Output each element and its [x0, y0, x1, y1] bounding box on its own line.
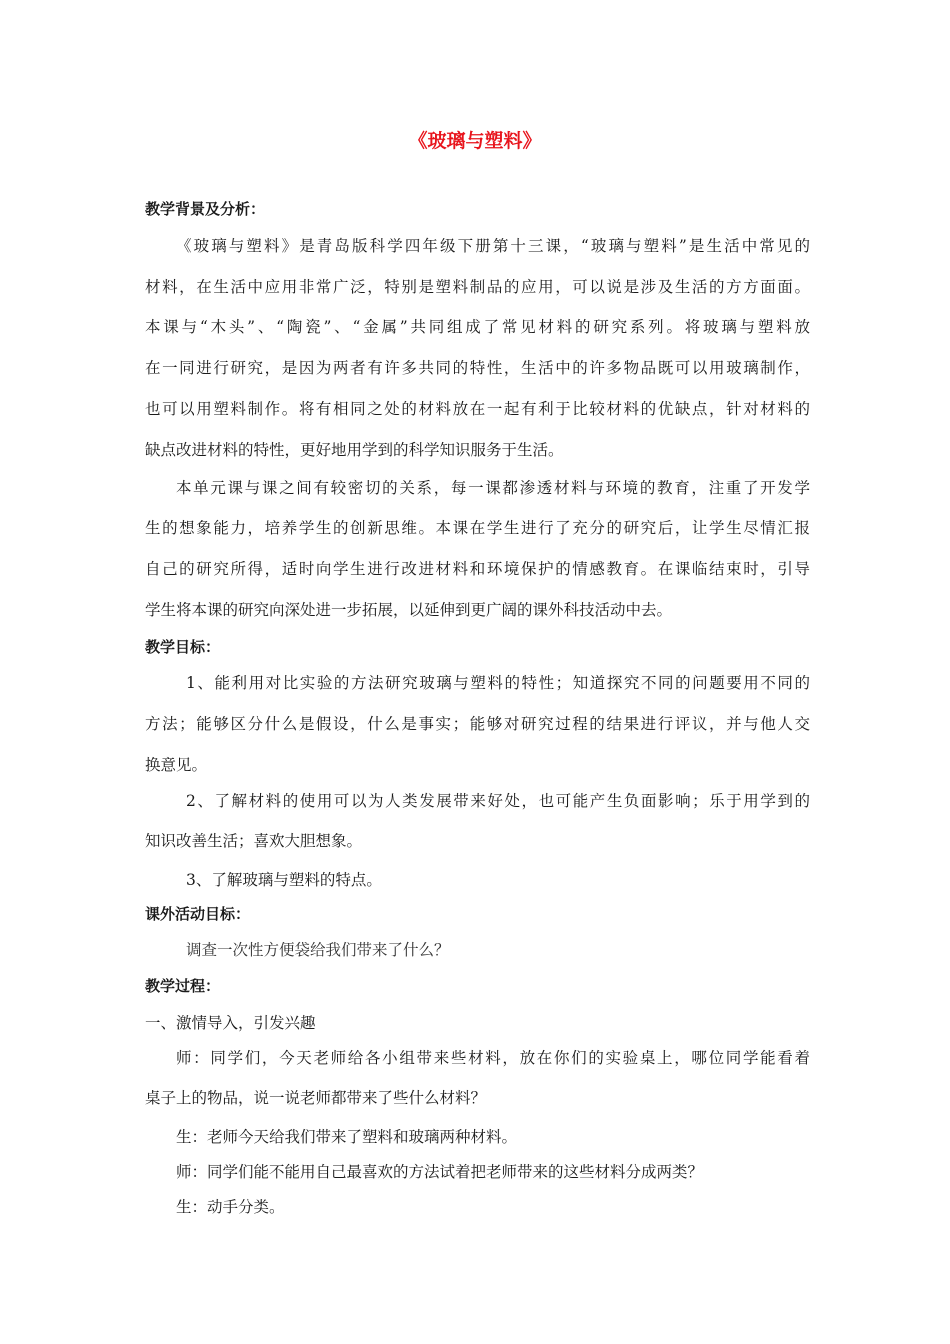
- dialog-line: 师：同学们能不能用自己最喜欢的方法试着把老师带来的这些材料分成两类？: [176, 1163, 704, 1181]
- dialog-line: 师：同学们，今天老师给各小组带来些材料，放在你们的实验桌上，哪位同学能看着: [176, 1049, 810, 1067]
- paragraph-line: 在一同进行研究，是因为两者有许多共同的特性，生活中的许多物品既可以用玻璃制作，: [145, 359, 810, 377]
- extra-goal-text: 调查一次性方便袋给我们带来了什么？: [186, 941, 450, 959]
- paragraph-line: 材料，在生活中应用非常广泛，特别是塑料制品的应用，可以说是涉及生活的方方面面。: [145, 278, 810, 296]
- process-step: 一、激情导入，引发兴趣: [145, 1014, 316, 1032]
- paragraph-line: 也可以用塑料制作。将有相同之处的材料放在一起有利于比较材料的优缺点，针对材料的: [145, 400, 810, 418]
- goal-line: 换意见。: [145, 756, 208, 774]
- goal-line: 3、了解玻璃与塑料的特点。: [186, 871, 382, 889]
- goal-line: 2、了解材料的使用可以为人类发展带来好处，也可能产生负面影响；乐于用学到的: [186, 792, 810, 810]
- document-title: 《玻璃与塑料》: [408, 130, 542, 152]
- heading-background: 教学背景及分析：: [145, 200, 266, 218]
- paragraph-line: 本课与“木头”、“陶瓷”、“金属”共同组成了常见材料的研究系列。将玻璃与塑料放: [145, 318, 810, 336]
- goal-line: 方法；能够区分什么是假设，什么是事实；能够对研究过程的结果进行评议，并与他人交: [145, 715, 810, 733]
- heading-process: 教学过程：: [145, 977, 221, 995]
- paragraph-line: 生的想象能力，培养学生的创新思维。本课在学生进行了充分的研究后，让学生尽情汇报: [145, 519, 810, 537]
- paragraph-line: 《玻璃与塑料》是青岛版科学四年级下册第十三课，“玻璃与塑料”是生活中常见的: [176, 237, 810, 255]
- dialog-line: 桌子上的物品，说一说老师都带来了些什么材料？: [145, 1089, 487, 1107]
- paragraph-line: 本单元课与课之间有较密切的关系，每一课都渗透材料与环境的教育，注重了开发学: [176, 479, 810, 497]
- paragraph-line: 学生将本课的研究向深处进一步拓展，以延伸到更广阔的课外科技活动中去。: [145, 601, 673, 619]
- dialog-line: 生：动手分类。: [176, 1198, 285, 1216]
- goal-line: 知识改善生活；喜欢大胆想象。: [145, 832, 363, 850]
- heading-extra: 课外活动目标：: [145, 905, 251, 923]
- paragraph-line: 自己的研究所得，适时向学生进行改进材料和环境保护的情感教育。在课临结束时，引导: [145, 560, 810, 578]
- goal-line: 1、能利用对比实验的方法研究玻璃与塑料的特性；知道探究不同的问题要用不同的: [186, 674, 810, 692]
- paragraph-line: 缺点改进材料的特性，更好地用学到的科学知识服务于生活。: [145, 441, 564, 459]
- heading-goals: 教学目标：: [145, 638, 221, 656]
- dialog-line: 生：老师今天给我们带来了塑料和玻璃两种材料。: [176, 1128, 518, 1146]
